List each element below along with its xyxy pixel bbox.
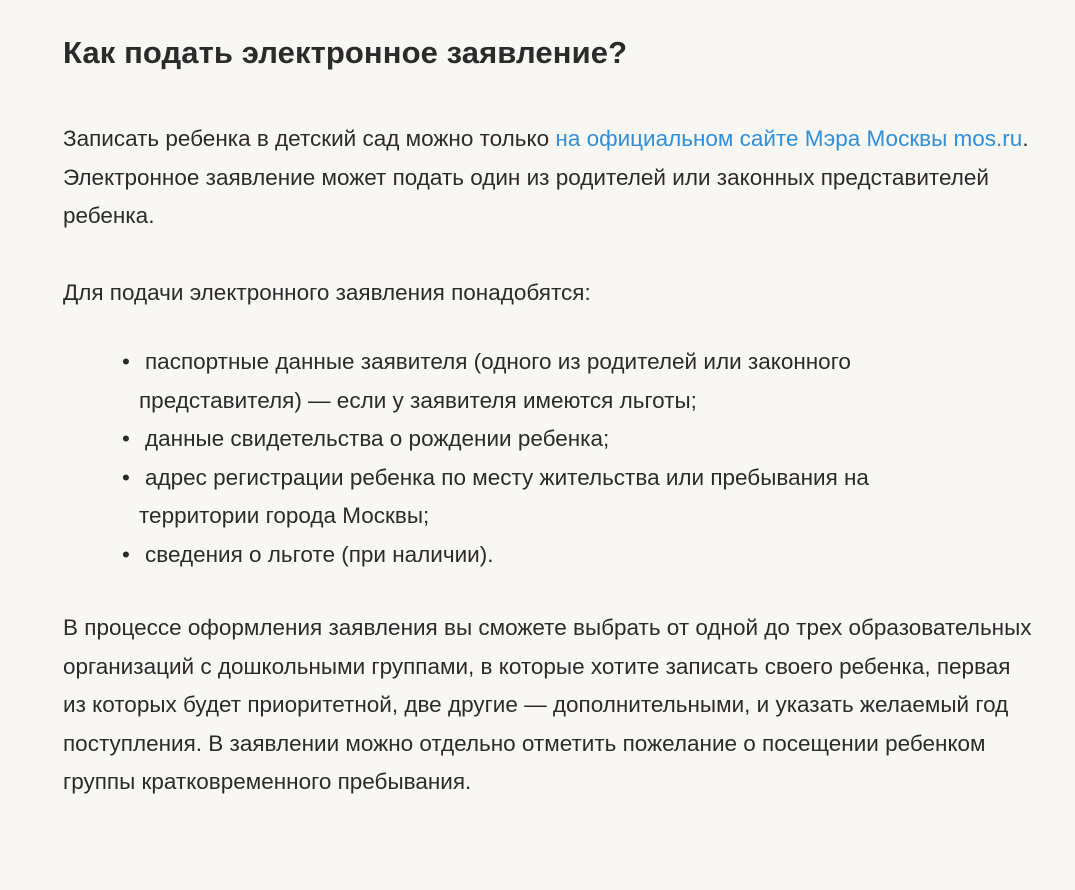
intro-text-before-link: Записать ребенка в детский сад можно только bbox=[63, 126, 556, 151]
requirements-list bbox=[63, 343, 1038, 574]
intro-text-after-link: . Электронное заявление может подать один из родителей или законных представителей ребенка. bbox=[63, 126, 1029, 228]
article bbox=[63, 28, 1038, 802]
list-item: • данные свидетельства о рождении ребенка; bbox=[123, 420, 1038, 459]
closing-paragraph: В процессе оформления заявления вы сможете выбрать от одной до трех образовательных организаций с дошкольными группами, в которые хотите записать своего ребенка, первая из которых будет приоритетной, две другие — дополнительными, и указать желаемый год поступления. В заявлении можно отдельно отметить пожелание о посещении ребенком группы кратковременного пребывания. bbox=[63, 615, 1032, 794]
list-item: • паспортные данные заявителя (одного из родителей или законного представителя) — если у заявителя имеются льготы; bbox=[123, 343, 1038, 420]
list-item: • сведения о льготе (при наличии). bbox=[123, 536, 1038, 575]
requirements-heading: Для подачи электронного заявления понадобятся: bbox=[63, 279, 591, 305]
intro-paragraph bbox=[63, 120, 1038, 236]
article-title: Как подать электронное заявление? bbox=[63, 35, 628, 70]
list-item: • адрес регистрации ребенка по месту жительства или пребывания на территории города Москвы; bbox=[123, 459, 1038, 536]
mos-ru-link[interactable]: на официальном сайте Мэра Москвы mos.ru bbox=[555, 126, 1023, 151]
